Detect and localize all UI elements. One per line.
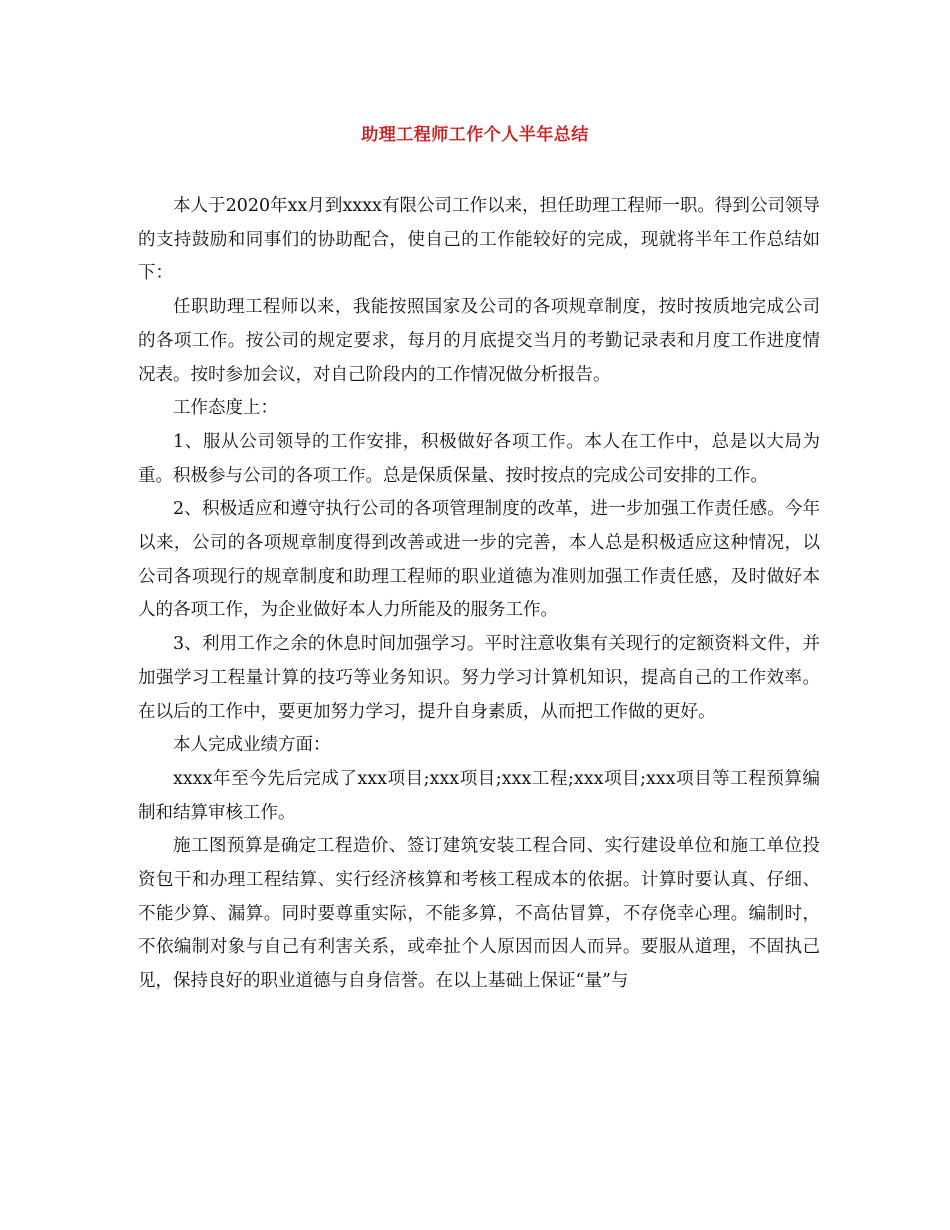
document-body	[138, 190, 820, 999]
paragraph-item-1: 1、服从公司领导的工作安排，积极做好各项工作。本人在工作中，总是以大局为重。积极参与公司的各项工作。总是保质保量、按时按点的完成公司安排的工作。	[138, 431, 820, 486]
paragraph-projects: xxxx年至今先后完成了xxx项目;xxx项目;xxx工程;xxx项目;xxx项目等工程预算编制和结算审核工作。	[138, 768, 820, 823]
paragraph-item-2: 2、积极适应和遵守执行公司的各项管理制度的改革，进一步加强工作责任感。今年以来，公司的各项规章制度得到改善或进一步的完善，本人总是积极适应这种情况，以公司各项现行的规章制度和助理工程师的职业道德为准则加强工作责任感，及时做好本人的各项工作，为企业做好本人力所能及的服务工作。	[138, 499, 820, 621]
paragraph-attitude-heading: 工作态度上：	[173, 398, 278, 419]
paragraph-item-3: 3、利用工作之余的休息时间加强学习。平时注意收集有关现行的定额资料文件，并加强学习工程量计算的技巧等业务知识。努力学习计算机知识，提高自己的工作效率。在以后的工作中，要更加努力学习，提升自身素质，从而把工作做的更好。	[138, 634, 820, 722]
paragraph-duties: 任职助理工程师以来，我能按照国家及公司的各项规章制度，按时按质地完成公司的各项工作。按公司的规定要求，每月的月底提交当月的考勤记录表和月度工作进度情况表。按时参加会议，对自己阶段内的工作情况做分析报告。	[138, 297, 820, 385]
paragraph-achievements-heading: 本人完成业绩方面：	[173, 735, 331, 756]
document-title: 助理工程师工作个人半年总结	[361, 125, 589, 145]
paragraph-intro: 本人于2020年xx月到xxxx有限公司工作以来，担任助理工程师一职。得到公司领导的支持鼓励和同事们的协助配合，使自己的工作能较好的完成，现就将半年工作总结如下：	[138, 196, 820, 284]
paragraph-budget: 施工图预算是确定工程造价、签订建筑安装工程合同、实行建设单位和施工单位投资包干和办理工程结算、实行经济核算和考核工程成本的依据。计算时要认真、仔细、不能少算、漏算。同时要尊重实际，不能多算，不高估冒算，不存侥幸心理。编制时，不依编制对象与自己有利害关系，或牵扯个人原因而因人而异。要服从道理，不固执己见，保持良好的职业道德与自身信誉。在以上基础上保证“量”与	[138, 836, 820, 992]
